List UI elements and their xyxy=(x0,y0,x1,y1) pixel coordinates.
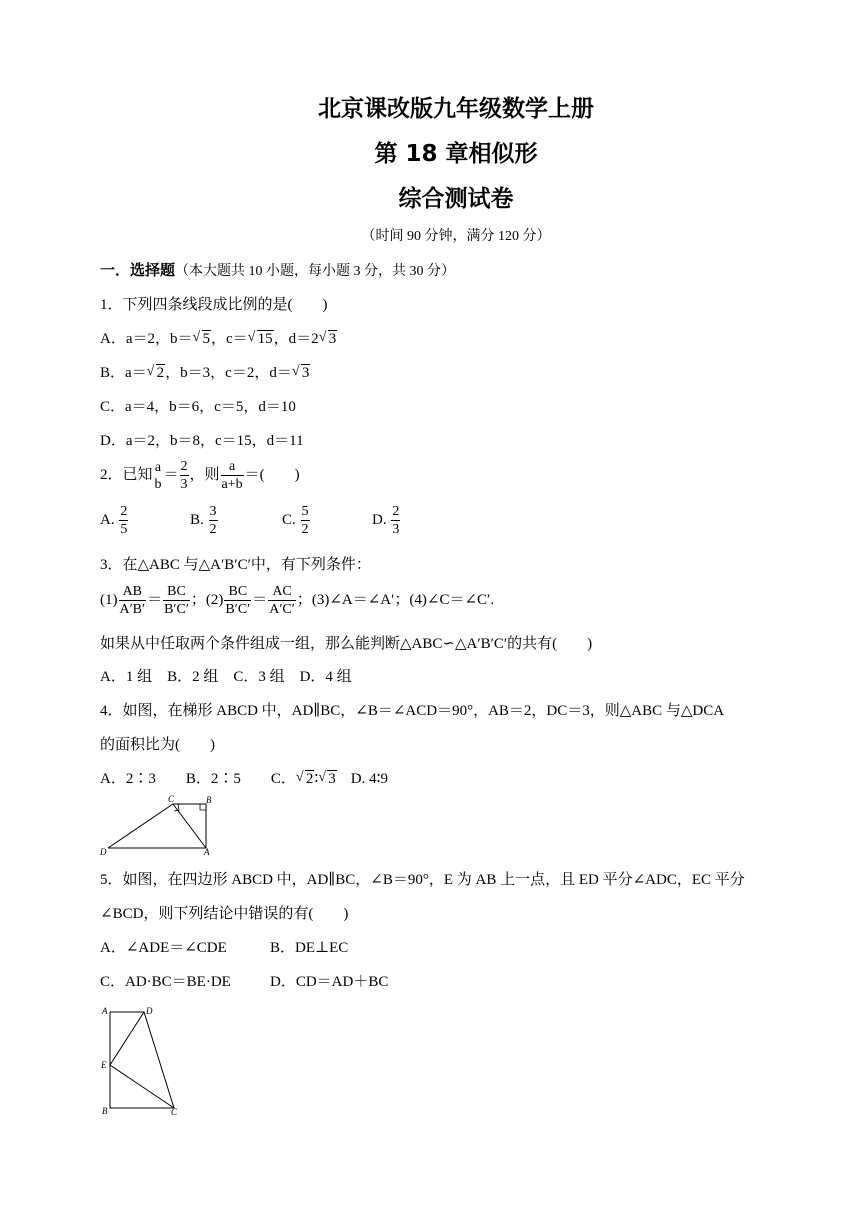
q2-stem: 2．已知 a b ＝ $\frac{2}{3}$ ，则 $\frac{a}{a+b}$ ＝( ) xyxy=(100,459,300,492)
q5-option-c: C．AD·BC＝BE·DE xyxy=(100,974,231,990)
q2-option-c: C. $\frac{5}{2}$ xyxy=(282,504,309,537)
q5-label-d: D xyxy=(146,1006,153,1016)
section-heading xyxy=(100,259,455,280)
q5-label-e: E xyxy=(101,1060,107,1070)
q4-label-a: A xyxy=(204,847,210,857)
q5-option-d: D．CD＝AD＋BC xyxy=(270,974,389,990)
chapter-title: 第 18 章相似形 xyxy=(374,141,538,167)
q2-option-d: D. $\frac{2}{3}$ xyxy=(372,504,400,537)
q5-stem-line2: ∠BCD，则下列结论中错误的有( ) xyxy=(100,906,349,922)
q2-option-b: B. $\frac{3}{2}$ xyxy=(190,504,217,537)
time-note: （时间 90 分钟，满分 120 分） xyxy=(361,229,551,244)
section-desc: （本大题共 10 小题，每小题 3 分，共 30 分） xyxy=(175,264,456,279)
q4-label-b: B xyxy=(206,795,212,805)
q1-option-d: D．a＝2，b＝8，c＝15，d＝11 xyxy=(100,433,304,449)
q5-label-c: C xyxy=(171,1107,178,1117)
q4-label-c: C xyxy=(168,794,175,804)
q5-quadrilateral-figure xyxy=(98,1002,188,1122)
section-label: 一．选择题 xyxy=(100,263,176,279)
q4-stem-line1: 4．如图，在梯形 ABCD 中，AD∥BC，∠B＝∠ACD＝90°，AB＝2，DC＝3，则△ABC 与△DCA xyxy=(100,703,725,719)
q4-stem-line2: 的面积比为( ) xyxy=(100,737,215,753)
q1-option-c: C．a＝4，b＝6，c＝5，d＝10 xyxy=(100,399,296,415)
q1-option-a: A．a＝2，b＝√ 5，c＝√ 15，d＝2√ 3 xyxy=(100,327,337,348)
doc-title: 北京课改版九年级数学上册 xyxy=(318,96,594,122)
q3-conditions: (1) $\frac{AB}{A'B'}$ ＝ $\frac{BC}{B'C'}$ ；(2) $\frac{BC}{B'C'}$ ＝ $\frac{AC}{A'C'}$ ；(3)∠A＝∠A′；(4)∠C＝∠C′. xyxy=(100,584,495,617)
q1-option-b: B．a＝√ 2，b＝3，c＝2，d＝√ 3 xyxy=(100,361,310,382)
q2-option-a: A. $\frac{2}{5}$ xyxy=(100,504,128,537)
q1-stem: 1．下列四条线段成比例的是( ) xyxy=(100,297,328,313)
q4-options: A．2∶3 B．2∶5 C．√ 2∶√ 3 D. 4∶9 xyxy=(100,767,388,788)
q3-stem: 3．在△ABC 与△A′B′C′中，有下列条件： xyxy=(100,557,371,573)
q3-ask: 如果从中任取两个条件组成一组，那么能判断△ABC∽△A′B′C′的共有( ) xyxy=(100,636,593,652)
q5-option-a: A．∠ADE＝∠CDE xyxy=(100,940,227,956)
q4-label-d: D xyxy=(100,847,107,857)
q4-trapezoid-figure xyxy=(98,793,220,857)
q5-label-b: B xyxy=(102,1106,108,1116)
q5-stem-line1: 5．如图，在四边形 ABCD 中，AD∥BC，∠B＝90°，E 为 AB 上一点，且 ED 平分∠ADC，EC 平分 xyxy=(100,872,745,888)
q3-options: A．1 组 B．2 组 C．3 组 D．4 组 xyxy=(100,669,352,685)
q5-label-a: A xyxy=(102,1006,108,1016)
q5-option-b: B．DE⊥EC xyxy=(270,940,349,956)
test-title: 综合测试卷 xyxy=(398,186,514,212)
